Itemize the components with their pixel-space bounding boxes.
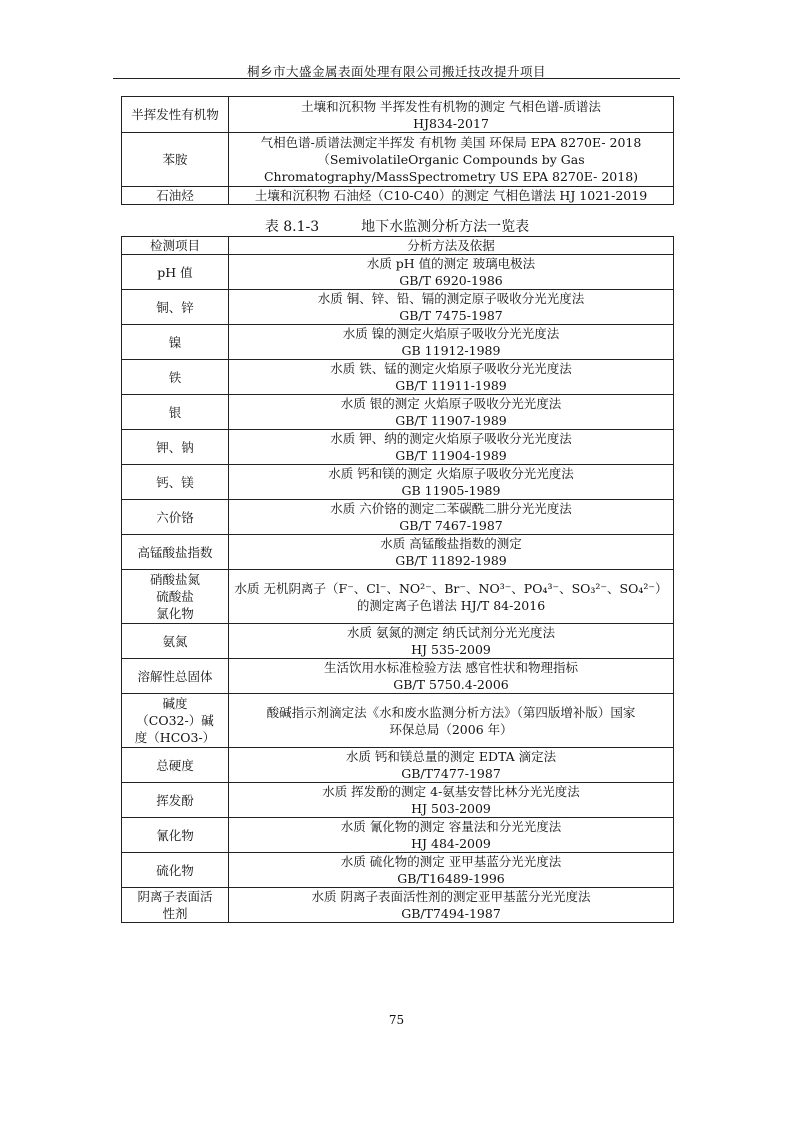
test-item-cell <box>122 395 229 430</box>
groundwater-method-table <box>121 236 674 923</box>
test-item-text: 硫化物 <box>156 862 194 878</box>
test-item-cell <box>122 748 229 783</box>
method-cell <box>229 133 674 187</box>
test-item-cell <box>122 133 229 187</box>
test-item-text: 硫酸盐 <box>156 589 194 604</box>
method-text: 水质 镍的测定火焰原子吸收分光光度法 <box>342 326 560 341</box>
column-header-method: 分析方法及依据 <box>229 237 674 255</box>
test-item-text: 度（HCO3-） <box>134 730 216 745</box>
test-item-cell <box>122 888 229 923</box>
method-text: HJ834-2017 <box>413 115 489 131</box>
method-cell <box>229 535 674 570</box>
method-text: 水质 铜、锌、铅、镉的测定原子吸收分光光度法 <box>317 291 585 306</box>
test-item-text: 六价铬 <box>156 509 194 525</box>
method-text: 水质 钾、纳的测定火焰原子吸收分光光度法 <box>330 431 572 446</box>
method-text: GB/T 11892-1989 <box>395 553 507 568</box>
table-caption <box>121 216 673 236</box>
method-cell <box>229 818 674 853</box>
test-item-text: 阴离子表面活 <box>137 889 213 904</box>
table-row <box>122 430 674 465</box>
test-item-cell <box>122 290 229 325</box>
table-row <box>122 360 674 395</box>
table-row <box>122 535 674 570</box>
table-row <box>122 133 674 187</box>
table-row <box>122 818 674 853</box>
method-text: 水质 氰化物的测定 容量法和分光光度法 <box>340 819 562 834</box>
method-text: GB/T7477-1987 <box>401 766 501 781</box>
test-item-text: 半挥发性有机物 <box>131 107 219 122</box>
method-text: 水质 银的测定 火焰原子吸收分光光度法 <box>340 396 562 411</box>
method-text: GB/T 6920-1986 <box>399 273 503 288</box>
method-text: 水质 钙和镁的测定 火焰原子吸收分光光度法 <box>328 466 574 481</box>
method-text: 水质 钙和镁总量的测定 EDTA 滴定法 <box>345 749 557 764</box>
table-row <box>122 694 674 748</box>
test-item-text: 性剂 <box>162 906 188 921</box>
method-cell <box>229 395 674 430</box>
method-cell <box>229 97 674 133</box>
header-rule <box>113 78 680 79</box>
table-row <box>122 888 674 923</box>
method-text: 水质 铁、锰的测定火焰原子吸收分光光度法 <box>330 361 572 376</box>
method-text: GB 11912-1989 <box>401 343 501 358</box>
method-text: 土壤和沉积物 石油烃（C10-C40）的测定 气相色谱法 HJ 1021-2019 <box>254 188 648 203</box>
test-item-cell <box>122 500 229 535</box>
test-item-text: 钾、钠 <box>156 439 194 455</box>
soil-method-table-continued <box>121 96 674 205</box>
test-item-text: 总硬度 <box>156 757 194 773</box>
method-text: HJ 484-2009 <box>411 836 491 851</box>
table-row <box>122 97 674 133</box>
test-item-cell <box>122 187 229 205</box>
method-cell <box>229 624 674 659</box>
test-item-text: 氨氮 <box>162 633 188 649</box>
method-text: 生活饮用水标准检验方法 感官性状和物理指标 <box>324 660 578 675</box>
column-header-item: 检测项目 <box>122 237 229 255</box>
method-text: 酸碱指示剂滴定法《水和废水监测分析方法》（第四版增补版）国家 <box>266 704 636 720</box>
test-item-cell <box>122 97 229 133</box>
test-item-cell <box>122 255 229 290</box>
method-text: HJ 503-2009 <box>411 801 491 816</box>
method-cell <box>229 187 674 205</box>
test-item-text: 苯胺 <box>162 152 188 167</box>
test-item-cell <box>122 360 229 395</box>
method-cell <box>229 748 674 783</box>
table-row <box>122 290 674 325</box>
method-text: GB/T 7467-1987 <box>399 518 503 533</box>
table-row <box>122 325 674 360</box>
method-text: 水质 挥发酚的测定 4-氨基安替比林分光光度法 <box>322 784 580 799</box>
page-number: 75 <box>388 1013 405 1027</box>
test-item-text: 钙、镁 <box>156 474 194 490</box>
table-row <box>122 500 674 535</box>
test-item-text: 溶解性总固体 <box>137 668 213 684</box>
test-item-text: 镍 <box>168 334 182 350</box>
method-cell <box>229 888 674 923</box>
method-text: GB/T 11904-1989 <box>395 448 507 463</box>
test-item-cell <box>122 818 229 853</box>
test-item-text: （CO32-）碱 <box>136 713 214 728</box>
method-text: （SemivolatileOrganic Compounds by Gas <box>317 152 585 167</box>
table-row <box>122 783 674 818</box>
table-row <box>122 395 674 430</box>
method-text: GB/T 5750.4-2006 <box>393 677 509 692</box>
table-row <box>122 853 674 888</box>
method-text: HJ 535-2009 <box>411 642 491 657</box>
method-cell <box>229 783 674 818</box>
method-cell <box>229 325 674 360</box>
method-text: GB/T16489-1996 <box>397 871 505 886</box>
table-row <box>122 624 674 659</box>
method-text: 气相色谱-质谱法测定半挥发 有机物 美国 环保局 EPA 8270E- 2018 <box>260 135 642 150</box>
test-item-text: 铁 <box>168 369 182 385</box>
test-item-cell <box>122 659 229 694</box>
table-caption-title: 地下水监测分析方法一览表 <box>361 219 530 235</box>
method-text: 水质 pH 值的测定 玻璃电极法 <box>366 256 536 271</box>
test-item-text: 碱度 <box>162 696 188 711</box>
test-item-cell <box>122 325 229 360</box>
table-header-row <box>122 237 674 255</box>
method-cell <box>229 465 674 500</box>
method-text: 土壤和沉积物 半挥发性有机物的测定 气相色谱-质谱法 <box>301 98 601 114</box>
method-cell <box>229 255 674 290</box>
test-item-cell <box>122 783 229 818</box>
method-text: GB/T7494-1987 <box>401 906 501 921</box>
test-item-text: 氯化物 <box>156 606 194 621</box>
method-text: GB 11905-1989 <box>401 483 501 498</box>
method-text: 水质 阴离子表面活性剂的测定亚甲基蓝分光光度法 <box>311 889 591 904</box>
method-cell <box>229 500 674 535</box>
test-item-cell <box>122 570 229 624</box>
method-text: GB/T 7475-1987 <box>399 308 503 323</box>
method-cell <box>229 430 674 465</box>
method-text: 的测定离子色谱法 HJ/T 84-2016 <box>356 597 546 613</box>
test-item-cell <box>122 465 229 500</box>
table-row <box>122 255 674 290</box>
table-row <box>122 187 674 205</box>
test-item-cell <box>122 535 229 570</box>
test-item-text: 铜、锌 <box>156 299 194 315</box>
table-row <box>122 659 674 694</box>
test-item-cell <box>122 430 229 465</box>
test-item-text: 高锰酸盐指数 <box>137 544 213 560</box>
method-text: 水质 硫化物的测定 亚甲基蓝分光光度法 <box>340 854 562 869</box>
method-cell <box>229 659 674 694</box>
method-cell <box>229 694 674 748</box>
method-text: GB/T 11911-1989 <box>395 378 507 393</box>
test-item-text: 石油烃 <box>156 188 194 203</box>
table-caption-number: 表 8.1-3 <box>264 219 320 235</box>
method-text: 环保总局（2006 年） <box>389 721 513 737</box>
method-text: 水质 高锰酸盐指数的测定 <box>380 536 522 551</box>
test-item-cell <box>122 624 229 659</box>
test-item-text: 挥发酚 <box>156 792 194 808</box>
method-text: 水质 氨氮的测定 纳氏试剂分光光度法 <box>347 625 555 640</box>
page-header: 桐乡市大盛金属表面处理有限公司搬迁技改提升项目 <box>246 64 546 79</box>
test-item-cell <box>122 694 229 748</box>
test-item-cell <box>122 853 229 888</box>
method-cell <box>229 290 674 325</box>
test-item-text: 氰化物 <box>156 827 194 843</box>
method-text: 水质 六价铬的测定二苯碳酰二肼分光光度法 <box>330 501 572 516</box>
table-row <box>122 465 674 500</box>
table-row <box>122 748 674 783</box>
method-cell <box>229 570 674 624</box>
test-item-text: pH 值 <box>157 264 193 280</box>
test-item-text: 银 <box>168 404 182 420</box>
test-item-text: 硝酸盐氮 <box>149 572 200 587</box>
table-row <box>122 570 674 624</box>
method-cell <box>229 360 674 395</box>
method-text: GB/T 11907-1989 <box>395 413 507 428</box>
method-text: 水质 无机阴离子（F⁻、Cl⁻、NO²⁻、Br⁻、NO³⁻、PO₄³⁻、SO₃²⁻、SO₄²⁻） <box>234 580 668 596</box>
method-text: Chromatography/MassSpectrometry US EPA 8270E- 2018) <box>263 169 639 184</box>
method-cell <box>229 853 674 888</box>
